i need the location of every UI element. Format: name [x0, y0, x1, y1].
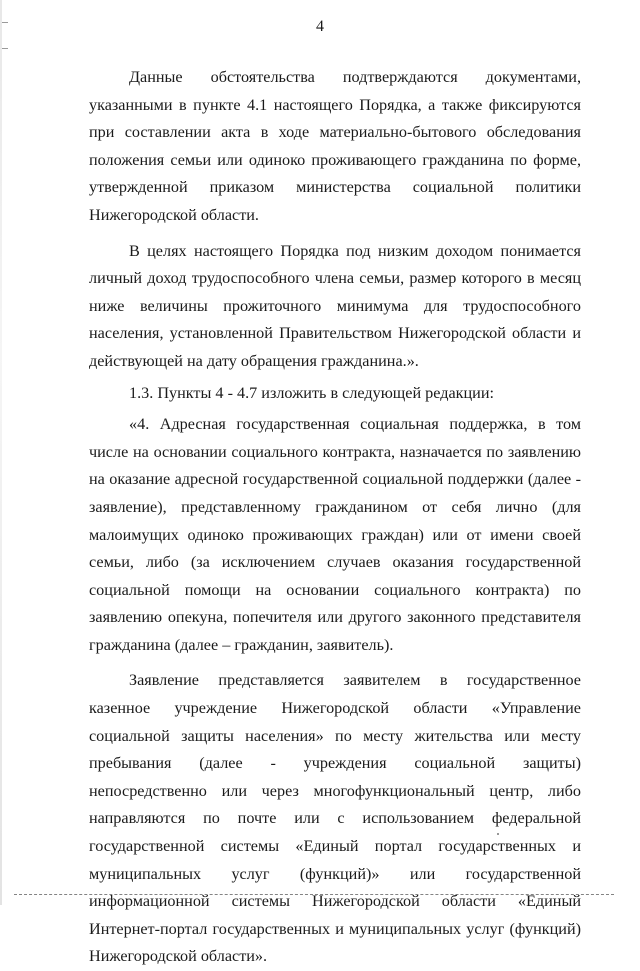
paragraph-clause-1-3: 1.3. Пункты 4 - 4.7 изложить в следующей редакции:: [129, 383, 495, 402]
scan-edge: [0, 0, 2, 905]
document-body: [89, 64, 581, 971]
footer-dashed-line: [14, 894, 614, 895]
scan-mark: [2, 48, 8, 49]
paragraph-clause-4: «4. Адресная государственная социальная поддержка, в том числе на основании социального контракта, назначается по заявлению на оказание адресной государственной социальной поддержки (далее - заявление), представленному гражданином от себя лично (для малоимущих одиноко проживающих граждан) или от имени своей семьи, либо (за исключением случаев оказания государственной социальной помощи на основании социального контракта) по заявлению опекуна, попечителя или другого законного представителя гражданина (далее – гражданин, заявитель).: [89, 415, 581, 654]
paragraph-application-submission: Заявление представляется заявителем в государственное казенное учреждение Нижегородской области «Управление социальной защиты населения» по месту жительства или месту пребывания (далее - учреждения социальной защиты) непосредственно или через многофункциональный центр, либо направляются по почте или с использованием федеральной государственной системы «Единый портал государственных и муниципальных услуг (функций)» или государственной информационной системы Нижегородской области «Единый Интернет-портал государственных и муниципальных услуг (функций) Нижегородской области».: [89, 671, 581, 966]
scan-speck: [497, 833, 499, 835]
paragraph-low-income-definition: В целях настоящего Порядка под низким доходом понимается личный доход трудоспособного члена семьи, размер которого в месяц ниже величины прожиточного минимума для трудоспособного населения, установленной Правительством Нижегородской области и действующей на дату обращения гражданина.».: [89, 241, 581, 370]
paragraph-circumstances: Данные обстоятельства подтверждаются документами, указанными в пункте 4.1 настоящего Порядка, а также фиксируются при составлении акта в ходе материально-бытового обследования положения семьи или одиноко проживающего гражданина по форме, утвержденной приказом министерства социальной политики Нижегородской области.: [89, 68, 581, 224]
page-number: 4: [316, 18, 324, 35]
